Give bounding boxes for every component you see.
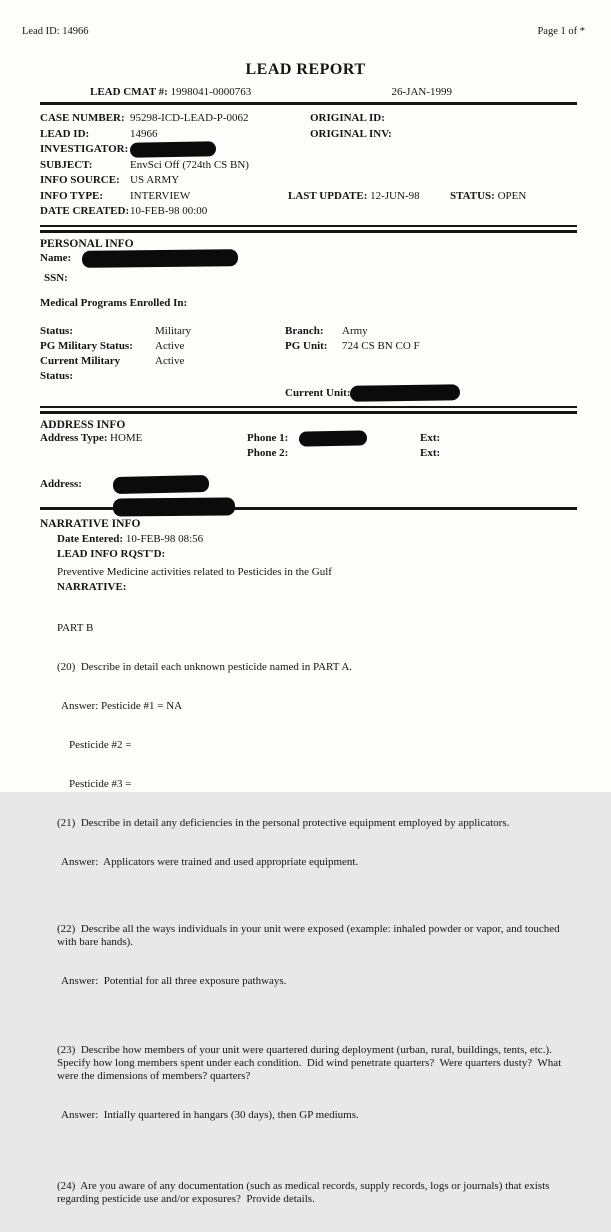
phone1-value	[299, 431, 420, 446]
pg-unit-value: 724 CS BN CO F	[342, 339, 420, 352]
name-row	[40, 250, 577, 267]
current-military-status-value: Active	[155, 354, 185, 367]
page-title: LEAD REPORT	[245, 61, 366, 78]
page-top-header	[0, 0, 611, 37]
name-label: Name:	[40, 251, 72, 264]
page-number: Page 1 of *	[537, 26, 585, 37]
address-row	[40, 476, 577, 493]
investigator-row	[40, 142, 577, 158]
lead-info-rqstd-label: LEAD INFO RQST'D:	[57, 548, 166, 561]
status-label: STATUS:	[450, 189, 495, 202]
spacer	[40, 446, 247, 461]
cmat-field	[90, 86, 251, 98]
lead-id-value: 14966	[130, 127, 158, 140]
info-type-row	[40, 189, 577, 205]
current-unit-row	[285, 385, 577, 401]
pg-status-row	[40, 339, 577, 354]
case-info-table	[40, 111, 577, 220]
subject-value: EnvSci Off (724th CS BN)	[130, 158, 249, 171]
question-21: (21) Describe in detail any deficiencies in the personal protective equipment employed by applicators.	[57, 817, 510, 830]
address-info-title: ADDRESS INFO	[40, 419, 126, 431]
status-value: Military	[155, 324, 192, 337]
last-update-value: 12-JUN-98	[370, 189, 420, 202]
investigator-value	[130, 142, 310, 158]
ext1-label: Ext:	[420, 432, 441, 444]
report-body	[0, 86, 611, 1232]
case-number-label: CASE NUMBER:	[40, 112, 125, 124]
address-type-label: Address Type:	[40, 432, 108, 444]
answer-20-line3: Pesticide #3 =	[69, 778, 132, 791]
status-label: Status:	[40, 324, 74, 337]
phone1-label: Phone 1:	[247, 432, 289, 444]
info-source-row	[40, 173, 577, 189]
date-created-value: 10-FEB-98 00:00	[130, 205, 208, 218]
investigator-label: INVESTIGATOR:	[40, 143, 129, 155]
military-status-block	[40, 324, 577, 401]
last-update-label: LAST UPDATE:	[288, 189, 368, 202]
question-24: (24) Are you aware of any documentation (such as medical records, supply records, logs or journals) that exists regarding pesticide use and/or exposures? Provide details.	[57, 1180, 553, 1206]
question-20: (20) Describe in detail each unknown pesticide named in PART A.	[57, 661, 353, 674]
phone2-label: Phone 2:	[247, 447, 289, 460]
redaction-bar	[82, 249, 238, 268]
date-entered-label: Date Entered:	[57, 533, 124, 546]
current-unit-label: Current Unit:	[285, 386, 351, 399]
status-row	[40, 324, 577, 339]
lead-info-rqstd-text: Preventive Medicine activities related to Pesticides in the Gulf	[57, 566, 332, 579]
case-number-row	[40, 111, 577, 127]
redaction-bar	[113, 498, 235, 517]
lead-id-corner: Lead ID: 14966	[22, 26, 89, 37]
question-23: (23) Describe how members of your unit were quartered during deployment (urban, rural, buildings, tents, etc.). Specify how long members spent under each condition. Did wind penetrate quarters? Were quarters dusty? What were the dimensions of members? quarters?	[57, 1044, 564, 1083]
section-separator	[40, 225, 577, 233]
current-military-status-label: Current Military Status:	[40, 354, 121, 382]
medical-programs-label: Medical Programs Enrolled In:	[40, 296, 188, 309]
ssn-label: SSN:	[44, 271, 68, 284]
date-created-label: DATE CREATED:	[40, 205, 130, 218]
subject-label: SUBJECT:	[40, 158, 93, 171]
case-number-value: 95298-ICD-LEAD-P-0062	[130, 112, 249, 124]
info-type-value: INTERVIEW	[130, 189, 191, 202]
redaction-bar	[299, 430, 367, 446]
pg-military-status-label: PG Military Status:	[40, 339, 133, 352]
date-created-row	[40, 204, 577, 220]
original-inv-label: ORIGINAL INV:	[310, 127, 392, 140]
branch-label: Branch:	[285, 324, 324, 337]
section-separator	[40, 406, 577, 414]
ext2-label: Ext:	[420, 447, 441, 460]
narrative-label: NARRATIVE:	[57, 581, 127, 594]
lead-id-row	[40, 127, 577, 143]
pg-military-status-value: Active	[155, 339, 185, 352]
original-id-label: ORIGINAL ID:	[310, 112, 385, 124]
address-type-row	[40, 431, 577, 446]
question-22: (22) Describe all the ways individuals in your unit were exposed (example: inhaled powder or vapor, and touched with bare hands).	[57, 923, 563, 949]
answer-22: Answer: Potential for all three exposure pathways.	[61, 975, 287, 988]
narrative-info-title: NARRATIVE INFO	[40, 518, 141, 531]
phone2-row	[40, 446, 577, 461]
status-field	[450, 189, 526, 205]
date-entered-row	[57, 532, 577, 547]
narrative-text	[40, 595, 577, 1232]
status-value: OPEN	[497, 189, 527, 202]
answer-21: Answer: Applicators were trained and used appropriate equipment.	[61, 856, 359, 869]
personal-info-title: PERSONAL INFO	[40, 237, 134, 250]
lead-id-label: LEAD ID:	[40, 127, 90, 140]
answer-23: Answer: Intially quartered in hangars (30 days), then GP mediums.	[61, 1109, 359, 1122]
narrative-part: PART B	[57, 622, 94, 635]
redaction-bar	[350, 384, 460, 402]
info-type-label: INFO TYPE:	[40, 189, 104, 202]
subject-row	[40, 158, 577, 174]
redaction-bar	[130, 141, 216, 157]
pg-unit-label: PG Unit:	[285, 339, 328, 352]
answer-20: Answer: Pesticide #1 = NA	[61, 700, 183, 713]
branch-value: Army	[342, 324, 368, 337]
date-entered-value: 10-FEB-98 08:56	[125, 533, 204, 546]
info-source-label: INFO SOURCE:	[40, 174, 120, 187]
cmat-date: 26-JAN-1999	[391, 86, 452, 98]
address-label: Address:	[40, 478, 82, 491]
answer-20-line2: Pesticide #2 =	[69, 739, 132, 752]
address-line2	[113, 498, 577, 516]
cmat-label: LEAD CMAT #:	[90, 86, 168, 98]
cmat-row	[40, 86, 577, 105]
address-type-value: HOME	[110, 432, 143, 444]
current-status-row	[40, 354, 577, 384]
redaction-bar	[113, 475, 209, 494]
cmat-number: 1998041-0000763	[170, 86, 252, 98]
info-source-value: US ARMY	[130, 174, 180, 187]
last-update-field	[288, 189, 450, 205]
phone2-value	[299, 446, 420, 461]
